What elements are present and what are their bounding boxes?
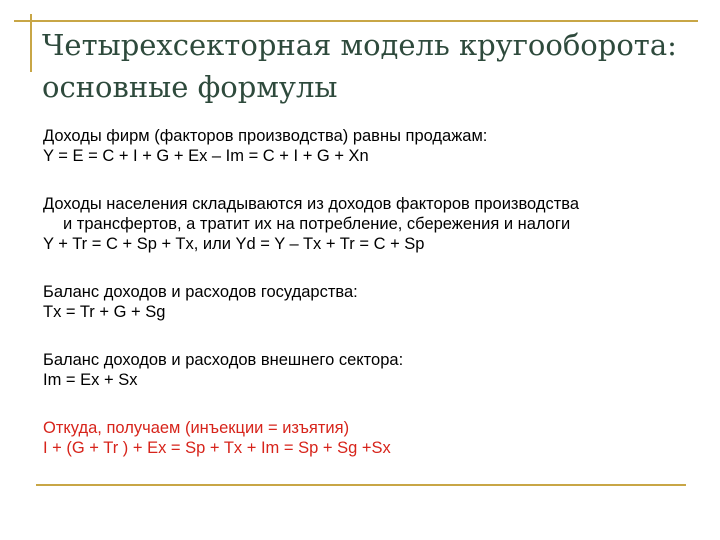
title-line-1: Четырехсекторная модель кругооборота: (42, 28, 677, 62)
block-formula: Im = Ex + Sx (43, 371, 138, 389)
formula-block-injections-withdrawals (43, 418, 683, 458)
block-text: Баланс доходов и расходов внешнего сектора: (43, 351, 404, 369)
top-rule (14, 20, 698, 22)
slide-body (43, 126, 683, 486)
formula-block-household-income (43, 194, 683, 254)
block-text: Откуда, получаем (инъекции = изъятия) (43, 419, 350, 437)
block-formula: Y = E = C + I + G + Ex – Im = C + I + G + Xn (43, 147, 369, 165)
block-formula: I + (G + Tr ) + Ex = Sp + Tx + Im = Sp + Sg +Sx (43, 439, 391, 457)
block-text: Доходы фирм (факторов производства) равны продажам: (43, 127, 488, 145)
block-text-continued: и трансфертов, а тратит их на потребление, сбережения и налоги (63, 215, 571, 233)
title-line-2: основные формулы (42, 70, 338, 104)
bottom-rule (36, 484, 686, 486)
left-accent-rule (30, 14, 32, 72)
block-formula: Y + Tr = C + Sp + Tx, или Yd = Y – Tx + Tr = C + Sp (43, 235, 425, 253)
formula-block-foreign-balance (43, 350, 683, 390)
block-text: Доходы населения складываются из доходов факторов производства (43, 195, 580, 213)
block-formula: Tx = Tr + G + Sg (43, 303, 166, 321)
formula-block-government-balance (43, 282, 683, 322)
slide-title (42, 24, 702, 108)
formula-block-firm-income (43, 126, 683, 166)
block-text: Баланс доходов и расходов государства: (43, 283, 358, 301)
